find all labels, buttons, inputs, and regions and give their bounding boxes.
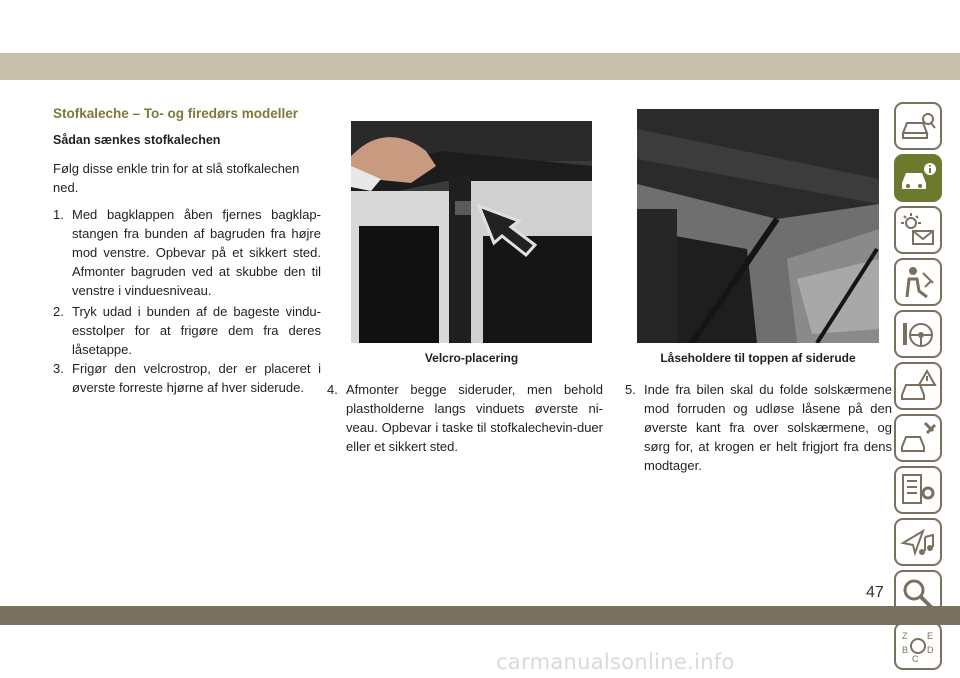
step-number: 1. — [53, 207, 64, 222]
car-info-icon — [899, 159, 937, 197]
step-text: Tryk udad i bunden af de bageste vindu-esstolper for at frigøre dem fra deres låsetappe. — [72, 304, 321, 357]
tab-car-tools[interactable] — [894, 414, 942, 462]
intro-paragraph: Følg disse enkle trin for at slå stofkalechen ned. — [53, 161, 300, 195]
car-tools-icon — [899, 419, 937, 457]
svg-text:C: C — [912, 654, 919, 664]
checklist-gear-icon — [899, 471, 937, 509]
top-band — [0, 53, 960, 80]
car-warning-icon — [899, 367, 937, 405]
warning-light-message-icon — [899, 211, 937, 249]
tab-steering[interactable] — [894, 310, 942, 358]
page-number: 47 — [866, 584, 884, 601]
tab-music-nav[interactable] — [894, 518, 942, 566]
section-title: Stofkaleche – To- og firedørs modeller — [53, 106, 299, 121]
step-number: 3. — [53, 361, 64, 376]
photo-caption: Velcro-placering — [424, 351, 519, 365]
svg-text:Z: Z — [902, 631, 908, 641]
tab-checklist[interactable] — [894, 466, 942, 514]
bottom-band — [0, 606, 960, 625]
tab-airbag-seat[interactable] — [894, 258, 942, 306]
step-number: 2. — [53, 304, 64, 319]
step-4 — [327, 380, 603, 456]
step-3 — [53, 359, 321, 397]
tab-car-search[interactable] — [894, 102, 942, 150]
tab-car-info[interactable] — [894, 154, 942, 202]
latch-photo — [637, 109, 879, 343]
music-nav-icon — [899, 523, 937, 561]
step-5 — [625, 380, 892, 475]
step-1 — [53, 205, 321, 300]
car-search-icon — [899, 107, 937, 145]
photo-caption: Låseholdere til toppen af siderude — [660, 351, 856, 365]
step-2 — [53, 302, 321, 359]
watermark: carmanualsonline.info — [496, 650, 735, 674]
svg-text:D: D — [927, 645, 934, 655]
velcro-photo — [351, 121, 592, 343]
tab-index[interactable] — [894, 622, 942, 670]
step-number: 4. — [327, 382, 338, 397]
svg-text:B: B — [902, 645, 909, 655]
step-text: Inde fra bilen skal du folde solskærmene mod forruden og udløse låsene på den øverste kant fra over solskærmene, og sørg for, at krogen er helt frigjort fra dens modtager. — [644, 382, 892, 473]
subheading: Sådan sænkes stofkalechen — [53, 133, 221, 147]
airbag-seat-icon — [899, 263, 937, 301]
tab-car-warning[interactable] — [894, 362, 942, 410]
alphabet-index-icon — [899, 627, 937, 665]
step-text: Med bagklappen åben fjernes bagklap-stangen fra bunden af bagruden fra højre mod venstre. Opbevar på et sikkert sted. Afmonter bagruden ved at skubbe den til venstre i vinduesniveau. — [72, 207, 321, 298]
tab-warning-lights[interactable] — [894, 206, 942, 254]
step-text: Frigør den velcrostrop, der er placeret i øverste forreste hjørne af hver siderude. — [72, 361, 321, 395]
svg-text:E: E — [927, 631, 934, 641]
step-text: Afmonter begge sideruder, men behold plastholderne langs vinduets øverste ni-veau. Opbevar i taske til stofkalechevin-duer eller et sikkert sted. — [346, 382, 603, 454]
steering-wheel-icon — [899, 315, 937, 353]
step-number: 5. — [625, 382, 636, 397]
